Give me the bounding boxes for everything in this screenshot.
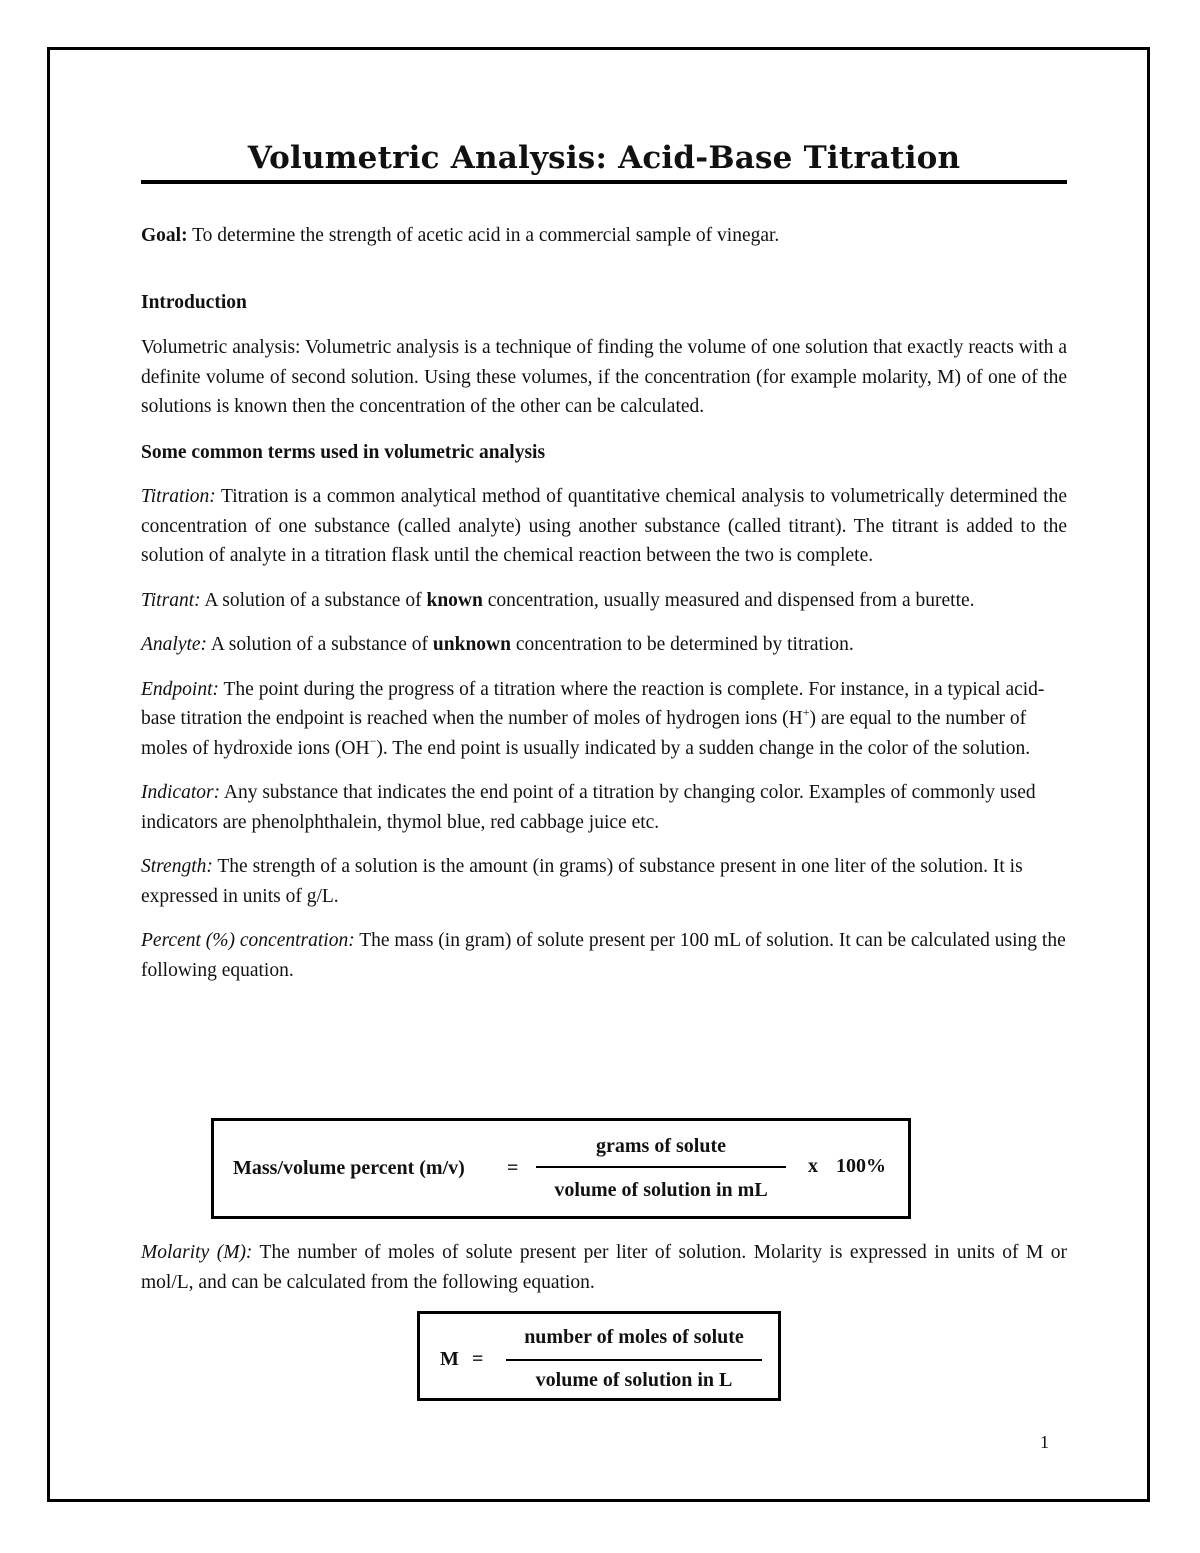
introduction-heading: Introduction bbox=[141, 291, 247, 313]
definition-strength-text: The strength of a solution is the amount (in grams) of substance present in one liter of the solution. It is expressed in units of g/L. bbox=[141, 856, 1023, 907]
document-body bbox=[141, 140, 1067, 985]
equation-mass-volume-lhs: Mass/volume percent (m/v) bbox=[233, 1157, 465, 1179]
equation-mass-volume-box bbox=[211, 1118, 911, 1219]
equation-molarity-equals: = bbox=[472, 1348, 484, 1370]
definition-analyte bbox=[141, 630, 1067, 660]
definition-molarity-text: The number of moles of solute present per liter of solution. Molarity is expressed in units of M or mol/L, and can be calculated from the following equation. bbox=[141, 1242, 1067, 1293]
definition-indicator-text: Any substance that indicates the end point of a titration by changing color. Examples of commonly used indicators are phenolphthalein, thymol blue, red cabbage juice etc. bbox=[141, 782, 1036, 833]
definition-titrant bbox=[141, 586, 1067, 616]
goal-text: To determine the strength of acetic acid in a commercial sample of vinegar. bbox=[187, 225, 780, 246]
definition-endpoint-text-3: ). The end point is usually indicated by a sudden change in the color of the solution. bbox=[376, 737, 1031, 759]
term-indicator: Indicator: bbox=[141, 782, 221, 803]
hydrogen-charge: + bbox=[802, 704, 810, 719]
goal-paragraph bbox=[141, 221, 1067, 251]
page-number: 1 bbox=[1040, 1432, 1049, 1452]
definition-percent-text: The mass (in gram) of solute present per 100 mL of solution. It can be calculated using the following equation. bbox=[141, 930, 1066, 981]
term-titration: Titration: bbox=[141, 486, 216, 507]
definition-titrant-text-2: concentration, usually measured and dispensed from a burette. bbox=[482, 589, 975, 611]
molarity-section bbox=[141, 1238, 1067, 1297]
term-molarity: Molarity (M): bbox=[141, 1242, 253, 1263]
equation-molarity-box bbox=[417, 1311, 781, 1401]
definition-titration bbox=[141, 482, 1067, 571]
introduction-body: Volumetric analysis: Volumetric analysis is a technique of finding the volume of one solution that exactly reacts with a definite volume of second solution. Using these volumes, if the concentration (for example molarity, M) of one of the solutions is known then the concentration of the other can be calculated. bbox=[141, 337, 1067, 417]
term-analyte: Analyte: bbox=[141, 634, 208, 655]
equation-mass-volume-factor: 100% bbox=[836, 1155, 886, 1177]
equation-mass-volume-equals: = bbox=[507, 1157, 519, 1179]
term-titrant: Titrant: bbox=[141, 589, 201, 611]
definition-analyte-text-2: concentration to be determined by titration. bbox=[510, 634, 854, 655]
equation-mass-volume-fraction-bar bbox=[536, 1166, 786, 1168]
definition-endpoint bbox=[141, 675, 1067, 764]
equation-molarity-numerator: number of moles of solute bbox=[524, 1326, 744, 1348]
term-strength: Strength: bbox=[141, 856, 213, 877]
term-percent-concentration: Percent (%) concentration: bbox=[141, 930, 355, 951]
definition-strength bbox=[141, 852, 1067, 911]
keyword-known: known bbox=[426, 589, 483, 611]
definition-analyte-text-1: A solution of a substance of bbox=[207, 634, 433, 655]
definition-percent-concentration bbox=[141, 926, 1067, 985]
keyword-unknown: unknown bbox=[432, 634, 511, 655]
equation-mass-volume-denominator: volume of solution in mL bbox=[554, 1179, 768, 1201]
equation-mass-volume-numerator: grams of solute bbox=[596, 1135, 726, 1157]
equation-molarity-fraction-bar bbox=[506, 1359, 762, 1361]
equation-mass-volume-times: x bbox=[808, 1155, 818, 1177]
definition-endpoint-text-1: The point during the progress of a titration where the reaction is complete. For instance, in a typical acid-base titration the endpoint is reached when the number of moles of hydrogen ions (H bbox=[141, 678, 1045, 729]
definition-titrant-text-1: A solution of a substance of bbox=[200, 589, 427, 611]
equation-molarity-lhs: M bbox=[440, 1348, 459, 1370]
terms-heading: Some common terms used in volumetric analysis bbox=[141, 441, 546, 463]
goal-label: Goal: bbox=[141, 225, 188, 246]
term-endpoint: Endpoint: bbox=[141, 678, 219, 700]
hydroxide-charge: − bbox=[369, 734, 377, 748]
definition-indicator bbox=[141, 778, 1067, 837]
title-underline bbox=[141, 180, 1067, 184]
definition-titration-text: Titration is a common analytical method of quantitative chemical analysis to volumetrically determined the concentration of one substance (called analyte) using another substance (called titrant). The titrant is added to the solution of analyte in a titration flask until the chemical reaction between the two is complete. bbox=[141, 486, 1067, 566]
equation-molarity-denominator: volume of solution in L bbox=[535, 1369, 733, 1391]
definition-endpoint-text-2: ) are equal to the number of moles of hydroxide ions (OH bbox=[141, 708, 1027, 759]
definition-molarity bbox=[141, 1238, 1067, 1297]
page-title: Volumetric Analysis: Acid-Base Titration bbox=[247, 140, 961, 176]
